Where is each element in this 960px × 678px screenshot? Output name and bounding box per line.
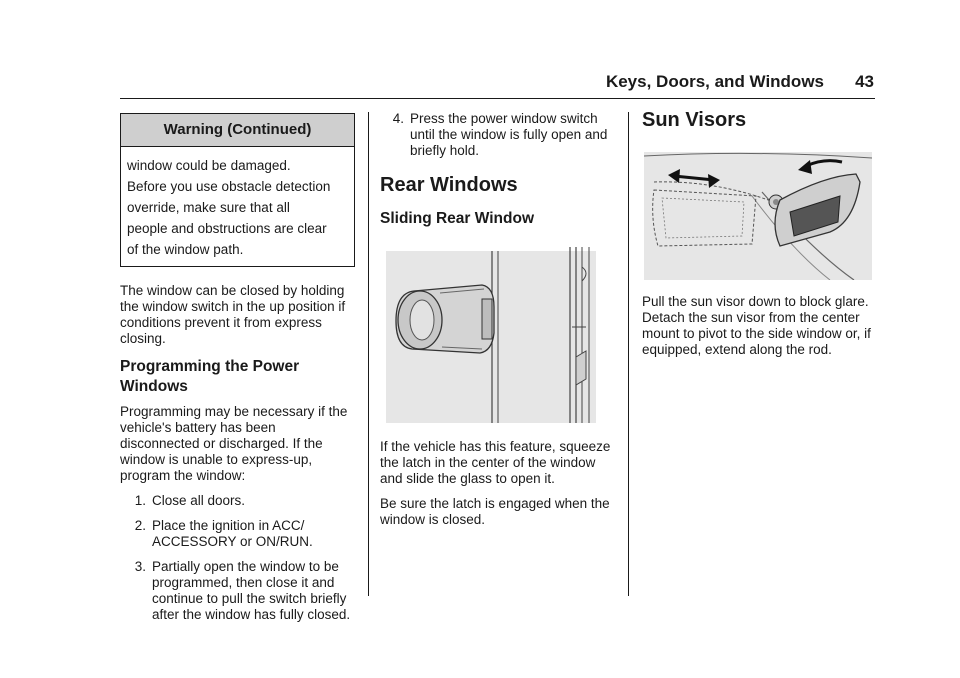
column-divider-1 — [368, 112, 369, 596]
step-item — [120, 493, 358, 509]
column-middle — [380, 111, 618, 537]
sliding-window-paragraph-2: Be sure the latch is engaged when the window is closed. — [380, 496, 610, 527]
sliding-rear-window-heading: Sliding Rear Window — [380, 210, 535, 227]
step-text: Place the ignition in ACC/ ACCESSORY or ON/RUN. — [152, 518, 313, 549]
column-right — [642, 108, 878, 367]
step-number: 1. — [134, 493, 146, 508]
warning-line: of the window path. — [127, 242, 244, 257]
step-item — [120, 518, 358, 550]
sliding-window-latch-illustration — [386, 247, 596, 423]
step-text: Partially open the window to be programmed, then close it and continue to pull the switch briefly after the window has fully closed. — [152, 559, 351, 622]
warning-line: window could be damaged. — [127, 158, 291, 173]
programming-steps — [120, 493, 358, 623]
page-header-title: Keys, Doors, and Windows — [605, 72, 824, 91]
page-number: 43 — [855, 72, 874, 91]
warning-line: people and obstructions are clear — [127, 221, 327, 236]
column-divider-2 — [628, 112, 629, 596]
sliding-window-paragraph-1: If the vehicle has this feature, squeeze the latch in the center of the window and slide the glass to open it. — [380, 439, 611, 486]
sun-visor-illustration — [644, 152, 872, 280]
rear-windows-heading: Rear Windows — [380, 174, 518, 196]
header-rule — [120, 98, 875, 99]
warning-line: override, make sure that all — [127, 200, 290, 215]
programming-heading: Programming the Power Windows — [120, 358, 300, 395]
column-left — [120, 113, 358, 632]
step-four-list — [380, 111, 618, 159]
step-text: Press the power window switch until the window is fully open and briefly hold. — [410, 111, 608, 158]
step-number: 3. — [134, 559, 146, 574]
step-item — [380, 111, 618, 159]
step-number: 2. — [134, 518, 146, 533]
warning-line: Before you use obstacle detection — [127, 179, 331, 194]
step-item — [120, 559, 358, 623]
sun-visors-heading: Sun Visors — [642, 109, 747, 131]
intro-paragraph: The window can be closed by holding the window switch in the up position if conditions prevent it from express closing. — [120, 283, 346, 346]
sun-visor-paragraph: Pull the sun visor down to block glare. Detach the sun visor from the center mount to pivot to the side window or, if equipped, extend along the rod. — [642, 294, 871, 357]
warning-body — [121, 147, 354, 266]
programming-paragraph: Programming may be necessary if the vehicle's battery has been disconnected or discharged. If the window is unable to express-up, program the window: — [120, 404, 348, 483]
warning-title: Warning (Continued) — [121, 114, 354, 147]
warning-box — [120, 113, 355, 267]
step-number: 4. — [392, 111, 404, 126]
step-text: Close all doors. — [152, 493, 246, 508]
